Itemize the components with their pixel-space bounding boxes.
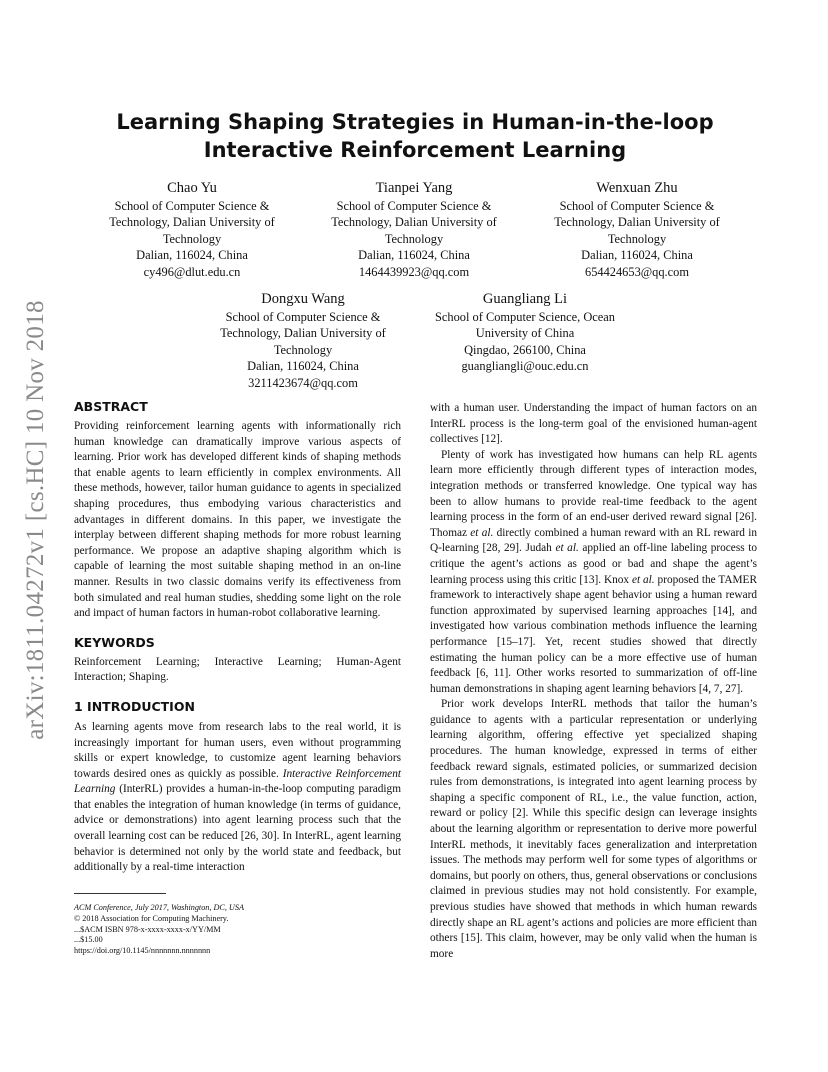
author-affiliation: Technology bbox=[273, 342, 333, 357]
introduction-term: Interactive Reinforcement Learning bbox=[74, 767, 401, 796]
author-name: Tianpei Yang bbox=[375, 180, 453, 196]
author-name: Dongxu Wang bbox=[261, 291, 345, 307]
author-affiliation: School of Computer Science & bbox=[336, 199, 492, 213]
author-name: Wenxuan Zhu bbox=[596, 180, 678, 196]
arxiv-identifier-text: arXiv:1811.04272v1 [cs.HC] 10 Nov 2018 bbox=[22, 300, 49, 740]
author-affiliation: Technology bbox=[384, 231, 444, 246]
introduction-text: (InterRL) provides a human-in-the-loop computing paradigm that enables the integration of human knowledge (in terms of guidance, advice or demonstrations) into agent learning process such that the overall learning cost can be reduced [26, 30]. In InterRL, agent learning behavior is determined not only by the world state and feedback, but additionally by a real-time interaction bbox=[74, 783, 401, 874]
abstract-text: Providing reinforcement learning agents with informationally rich human knowledge can dramatically improve various aspects of learning. Prior work has developed different kinds of shaping methods that enable agents to learn efficiently in complex environments. All these methods, however, tailor human guidance to agents in specialized shaping procedures, thus embodying various characteristics and advantages in different domains. In this paper, we investigate the interplay between different shaping methods for more robust learning performance. We propose an adaptive shaping algorithm which is capable of learning the most suitable shaping method in an on-line manner. Results in two classic domains verify its effectiveness from both simulated and real human studies, shedding some light on the role and impact of human factors in human-robot collaborative learning. bbox=[74, 420, 401, 620]
author-email[interactable]: guangliangli@ouc.edu.cn bbox=[461, 359, 589, 374]
body-paragraph: with a human user. Understanding the impact of human factors on an InterRL process is the long-term goal of the envisioned human-agent collectives [12]. bbox=[430, 402, 757, 446]
footnote-conference: ACM Conference, July 2017, Washington, DC, USA bbox=[74, 903, 244, 912]
author-block-1 bbox=[82, 179, 302, 280]
footnote-divider bbox=[74, 893, 166, 894]
footnote-price: ...$15.00 bbox=[74, 935, 103, 945]
author-email[interactable]: 3211423674@qq.com bbox=[248, 375, 358, 390]
author-block-5 bbox=[415, 290, 635, 375]
author-address: Qingdao, 266100, China bbox=[464, 342, 586, 357]
author-affiliation: Technology bbox=[162, 231, 222, 246]
author-address: Dalian, 116024, China bbox=[358, 248, 470, 263]
et-al: et al. bbox=[470, 526, 494, 539]
author-affiliation: School of Computer Science, Ocean bbox=[435, 310, 615, 324]
author-email[interactable]: cy496@dlut.edu.cn bbox=[143, 264, 241, 279]
et-al: et al. bbox=[555, 542, 579, 555]
body-paragraph bbox=[430, 448, 757, 698]
author-affiliation: School of Computer Science & bbox=[225, 310, 381, 324]
author-block-3 bbox=[527, 179, 747, 280]
author-email[interactable]: 654424653@qq.com bbox=[585, 264, 689, 279]
arxiv-identifier bbox=[16, 280, 56, 760]
footnote bbox=[74, 903, 401, 957]
author-name: Guangliang Li bbox=[482, 291, 568, 307]
introduction-heading: 1 INTRODUCTION bbox=[74, 698, 195, 714]
body-text: applied an off-line labeling process to critique the agent’s actions as good or bad and shape the agent’s learning process using this critic [13]. Knox bbox=[430, 542, 757, 586]
footnote-copyright: © 2018 Association for Computing Machinery. bbox=[74, 913, 229, 923]
abstract-heading: ABSTRACT bbox=[74, 399, 148, 414]
author-affiliation: School of Computer Science & bbox=[114, 199, 270, 213]
author-affiliation: Technology, Dalian University of bbox=[109, 215, 275, 230]
author-address: Dalian, 116024, China bbox=[136, 248, 248, 263]
introduction-paragraph bbox=[74, 720, 401, 876]
author-block-2 bbox=[304, 179, 524, 280]
author-block-4 bbox=[193, 290, 413, 391]
author-affiliation: Technology bbox=[607, 231, 667, 246]
keywords-text: Reinforcement Learning; Interactive Learning; Human-Agent Interaction; Shaping. bbox=[74, 655, 401, 684]
author-affiliation: University of China bbox=[475, 326, 575, 341]
author-name: Chao Yu bbox=[167, 180, 217, 196]
et-al: et al. bbox=[631, 573, 655, 586]
keywords-heading: KEYWORDS bbox=[74, 634, 155, 650]
author-address: Dalian, 116024, China bbox=[247, 359, 359, 374]
author-affiliation: Technology, Dalian University of bbox=[220, 326, 386, 341]
author-address: Dalian, 116024, China bbox=[581, 248, 693, 263]
introduction-text: As learning agents move from research labs to the real world, it is increasingly important for human users, even without programming skills or expert knowledge, to customize agent learning behaviors towards desired ones as quickly as possible. bbox=[74, 720, 401, 780]
author-email[interactable]: 1464439923@qq.com bbox=[358, 264, 470, 279]
left-column bbox=[74, 399, 401, 876]
body-text: directly combined a human reward with an RL reward in Q-learning [28, 29]. Judah bbox=[430, 526, 757, 555]
author-affiliation: School of Computer Science & bbox=[559, 199, 715, 213]
body-text: proposed the TAMER framework to interactively shape agent behavior using a human reward function approximated by supervised learning approaches [14], and investigated how various combination methods influence the learning performance [15–17]. Yet, recent studies showed that directly estimating the human policy can be a more effective use of human feedback [6, 11]. Other works resorted to summarization of off-line human demonstrations in shaping agent learning behaviors [4, 7, 27]. bbox=[430, 573, 757, 695]
author-affiliation: Technology, Dalian University of bbox=[554, 215, 720, 230]
right-column bbox=[430, 401, 757, 962]
body-paragraph: Prior work develops InterRL methods that tailor the human’s guidance to agents with a particular representation or underlying learning algorithm, offering effective yet specialized shaping procedures. The human knowledge, expressed in terms of either feedback reward signals, estimated policies, or summarized decision rules from demonstrations, is integrated into agent learning process by shaping a specific component of RL, i.e., the value function, action, reward or policy [2]. While this specific design can leverage insights about the learning algorithm or representation to derive more powerful InterRL methods, it inevitably faces generalization and interpretation issues. The methods may perform well for some types of algorithms or domains, but poorly on others, thus, general observations or conclusions claimed in previous studies may not hold consistently. For example, previous studies have showed that methods in which human rewards directly shape an RL agent’s actions and policies are more efficient than others [15]. This claim, however, may be only valid when the human is more bbox=[430, 698, 757, 960]
paper-title: Learning Shaping Strategies in Human-in-the-loop Interactive Reinforcement Learning bbox=[116, 110, 714, 162]
author-affiliation: Technology, Dalian University of bbox=[331, 215, 497, 230]
body-text: Plenty of work has investigated how humans can help RL agents learn more efficiently through different types of interaction modes, integration methods or transferred knowledge. One typical way has been to allow humans to provide real-time feedback to the agent learning process in the form of an end-user derived reward signal [26]. Thomaz bbox=[430, 448, 757, 539]
footnote-doi[interactable]: https://doi.org/10.1145/nnnnnnn.nnnnnnn bbox=[74, 946, 211, 956]
footnote-isbn: ...$ACM ISBN 978-x-xxxx-xxxx-x/YY/MM bbox=[74, 924, 221, 934]
